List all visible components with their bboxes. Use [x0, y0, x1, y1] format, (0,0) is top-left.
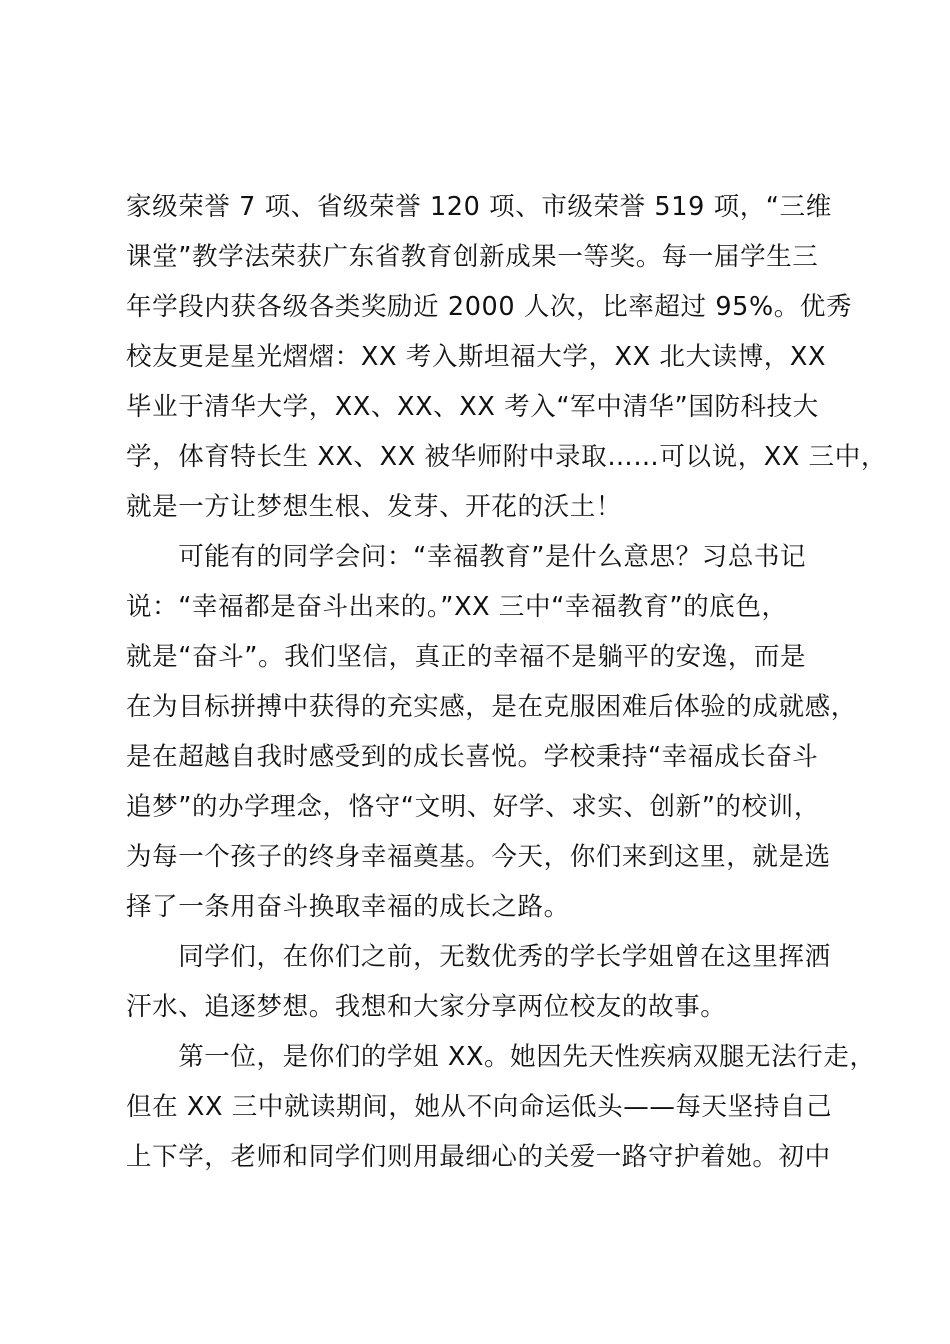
- text-line: 学，体育特长生 XX、XX 被华师附中录取……可以说，XX 三中，: [126, 442, 887, 472]
- text-line: 课堂”教学法荣获广东省教育创新成果一等奖。每一届学生三: [126, 242, 819, 272]
- text-line: 择了一条用奋斗换取幸福的成长之路。: [126, 892, 570, 922]
- text-line: 第一位，是你们的学姐 XX。她因先天性疾病双腿无法行走，: [126, 1042, 876, 1072]
- text-line: 家级荣誉 7 项、省级荣誉 120 项、市级荣誉 519 项，“三维: [126, 192, 832, 222]
- text-line: 上下学，老师和同学们则用最细心的关爱一路守护着她。初中: [126, 1142, 831, 1172]
- text-line: 可能有的同学会问：“幸福教育”是什么意思？习总书记: [126, 542, 807, 572]
- text-line: 说：“幸福都是奋斗出来的。”XX 三中“幸福教育”的底色，: [126, 592, 788, 622]
- text-line: 追梦”的办学理念，恪守“文明、好学、求实、创新”的校训，: [126, 792, 820, 822]
- text-line: 毕业于清华大学，XX、XX、XX 考入“军中清华”国防科技大: [126, 392, 819, 422]
- text-line: 但在 XX 三中就读期间，她从不向命运低头——每天坚持自己: [126, 1092, 833, 1122]
- document-body: [126, 182, 887, 1182]
- text-line: 年学段内获各级各类奖励近 2000 人次，比率超过 95%。优秀: [126, 292, 853, 322]
- text-line: 校友更是星光熠熠：XX 考入斯坦福大学，XX 北大读博，XX: [126, 342, 827, 372]
- text-line: 同学们，在你们之前，无数优秀的学长学姐曾在这里挥洒: [126, 942, 831, 972]
- text-line: 汗水、追逐梦想。我想和大家分享两位校友的故事。: [126, 992, 727, 1022]
- text-line: 就是一方让梦想生根、发芽、开花的沃土！: [126, 492, 622, 522]
- text-line: 在为目标拼搏中获得的充实感，是在克服困难后体验的成就感，: [126, 692, 857, 722]
- text-line: 为每一个孩子的终身幸福奠基。今天，你们来到这里，就是选: [126, 842, 831, 872]
- text-line: 就是“奋斗”。我们坚信，真正的幸福不是躺平的安逸，而是: [126, 642, 807, 672]
- text-line: 是在超越自我时感受到的成长喜悦。学校秉持“幸福成长奋斗: [126, 742, 819, 772]
